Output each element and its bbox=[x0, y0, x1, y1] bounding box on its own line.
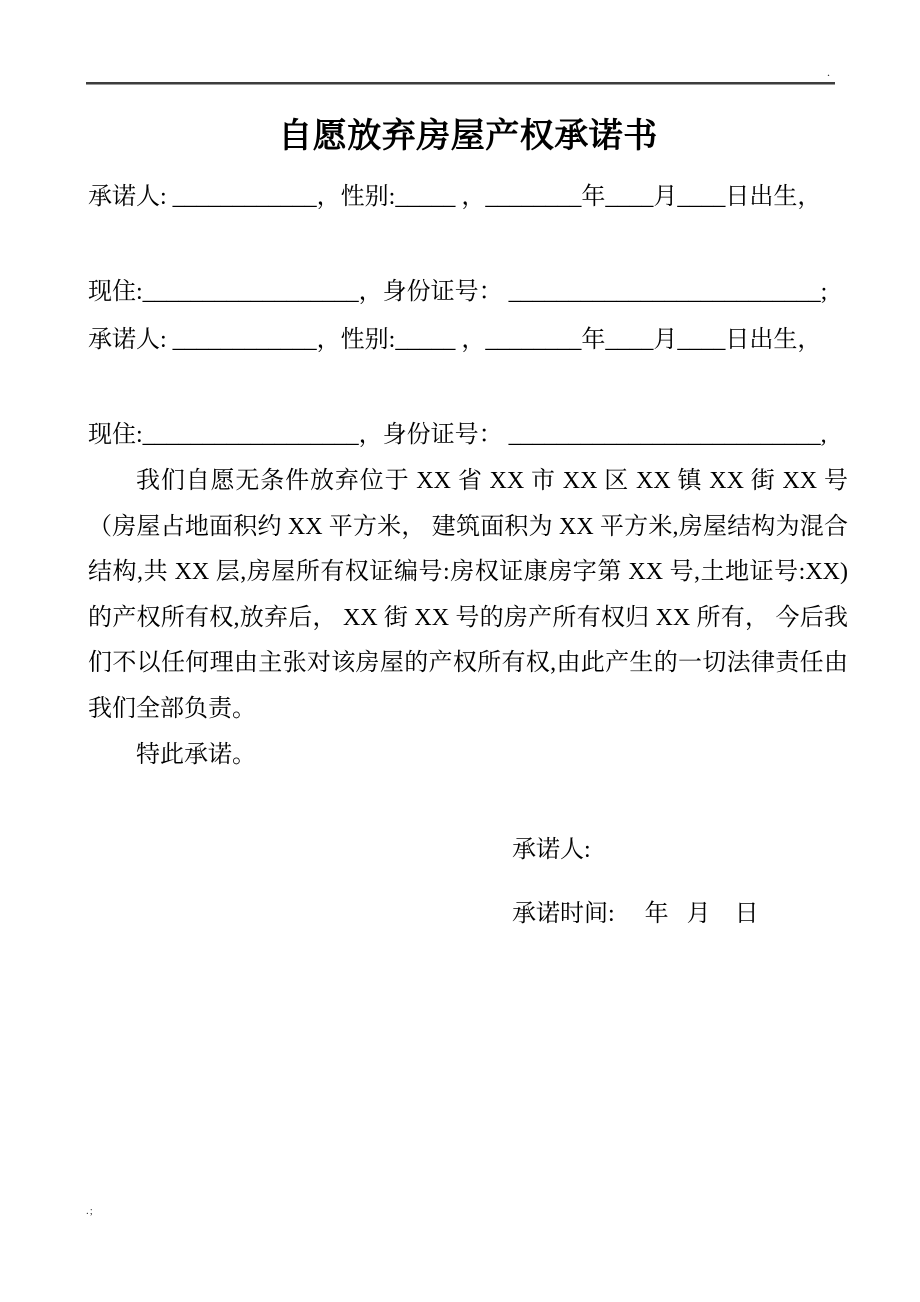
residence-line-1: 现住:__________________，身份证号： __________________________; bbox=[88, 279, 828, 305]
signature-name-line: 承诺人: bbox=[512, 837, 591, 863]
residence-line-2: 现住:__________________，身份证号： __________________________, bbox=[88, 421, 827, 448]
document-body bbox=[88, 83, 848, 938]
header-dot-mark: . bbox=[827, 65, 830, 79]
promisor-line-1: 承诺人: ____________，性别:_____ ，________年____月____日出生， bbox=[88, 184, 822, 210]
body-paragraph: 我们自愿无条件放弃位于 XX 省 XX 市 XX 区 XX 镇 XX 街 XX 号（房屋占地面积约 XX 平方米， 建筑面积为 XX 平方米,房屋结构为混合结构,共 XX 层,房屋所有权证编号:房权证康房字第 XX 号,土地证号:XX)的产权所有权,放弃后， XX 街 XX 号的房产所有权归 XX 所有， 今后我们不以任何理由主张对该房屋的产权所有权,由此产生的一切法律责任由我们全部负责。 bbox=[88, 468, 848, 722]
page-title: 自愿放弃房屋产权承诺书 bbox=[278, 118, 658, 155]
spacer-line bbox=[88, 222, 848, 270]
promisor-line-2: 承诺人: ____________，性别:_____ ，________年____月____日出生， bbox=[88, 326, 822, 353]
footer-mark: .; bbox=[86, 1205, 94, 1217]
spacer-line bbox=[88, 364, 848, 412]
spacer-line bbox=[88, 780, 848, 828]
closing-line: 特此承诺。 bbox=[136, 742, 256, 768]
signature-date-line: 承诺时间: 年 月 日 bbox=[512, 900, 759, 927]
